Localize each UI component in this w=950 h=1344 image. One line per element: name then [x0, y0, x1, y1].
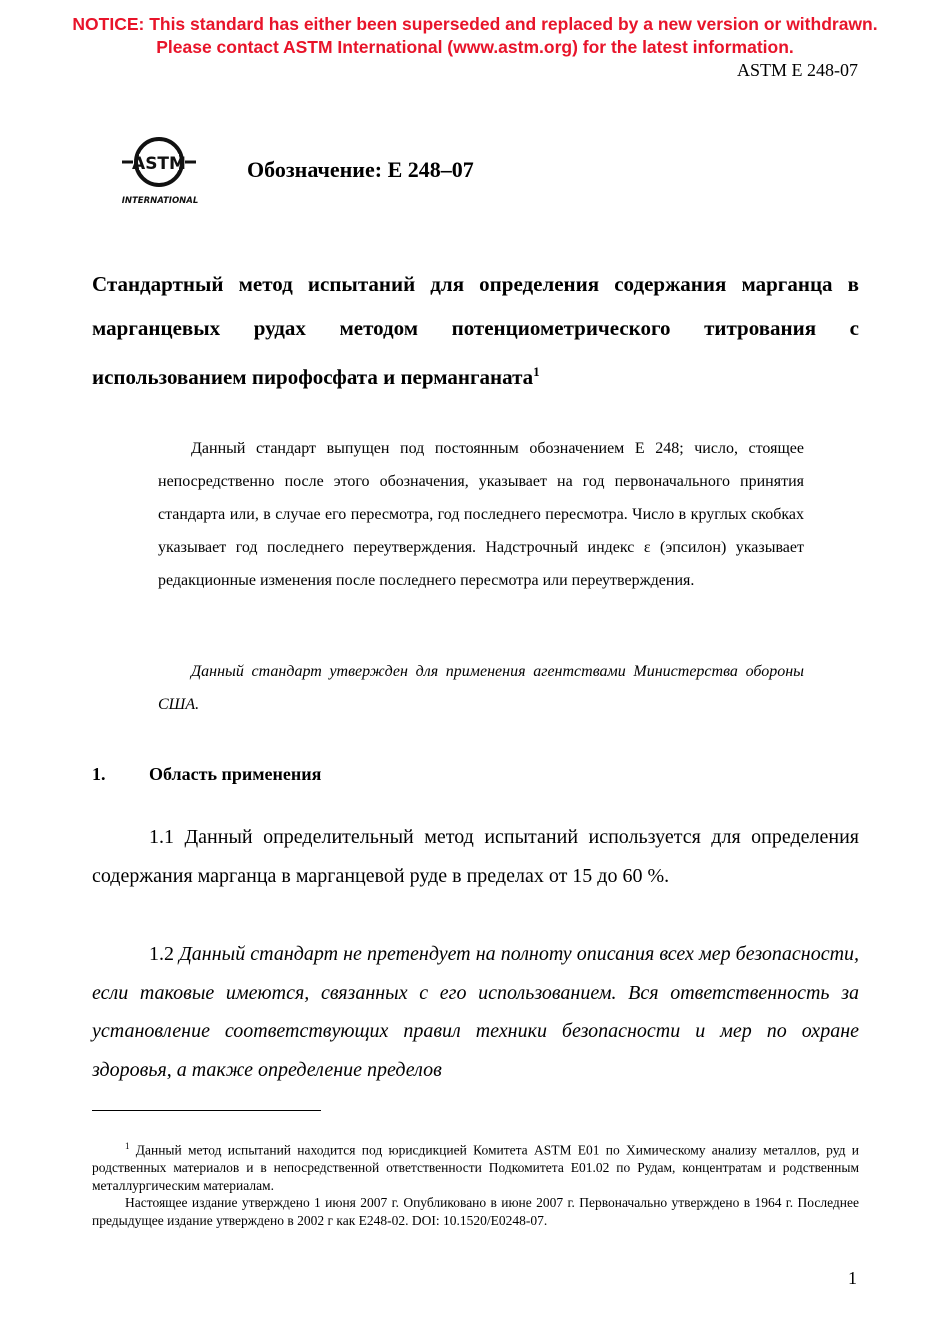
paragraph-1-2: [92, 935, 859, 1089]
designation: Обозначение: E 248–07: [247, 157, 474, 182]
notice-line-1: NOTICE: This standard has either been superseded and replaced by a new version or withdrawn.: [72, 14, 878, 34]
paragraph-1-1: [92, 818, 859, 896]
page-number: 1: [848, 1268, 857, 1288]
footnote: [92, 1138, 859, 1229]
footnote-ref: 1: [125, 1141, 130, 1151]
footnote-separator: [92, 1110, 321, 1111]
title-footnote-ref: 1: [533, 364, 540, 379]
paragraph-1-2-number: 1.2: [149, 943, 174, 965]
astm-logo: [118, 132, 204, 208]
footnote-paragraph-1: [92, 1138, 859, 1194]
svg-text:ASTM: ASTM: [132, 154, 186, 174]
dod-approval-note: Данный стандарт утвержден для применения агентствами Министерства обороны США.: [158, 663, 804, 713]
document-id: ASTM E 248-07: [737, 60, 858, 80]
notice-line-2: Please contact ASTM International (www.astm.org) for the latest information.: [156, 37, 794, 57]
title-text: Стандартный метод испытаний для определения содержания марганца в марганцевых рудах методом потенциометрического титрования с использованием пирофосфата и перманганата: [92, 272, 859, 389]
section-1-title: Область применения: [149, 764, 322, 784]
paragraph-1-1-number: 1.1: [149, 826, 174, 848]
withdrawal-notice: [0, 13, 950, 59]
paragraph-1-2-text: Данный стандарт не претендует на полноту описания всех мер безопасности, если таковые имеются, связанных с его использованием. Вся ответственность за установление соответствующих правил техники безопасности и мер по охране здоровья, а также определение пределов: [92, 943, 860, 1081]
footnote-text-1: Данный метод испытаний находится под юрисдикцией Комитета ASTM E01 по Химическому анализу металлов, руд и родственных материалов и в непосредственной ответственности Подкомитета E01.02 по Рудам, концентратам и родственным металлургическим материалам.: [92, 1142, 859, 1193]
paragraph-1-1-text: Данный определительный метод испытаний используется для определения содержания марганца в марганцевой руде в пределах от 15 до 60 %.: [92, 826, 860, 887]
section-1-heading: [92, 764, 321, 785]
section-1-number: 1.: [92, 764, 106, 784]
intro-paragraph: Данный стандарт выпущен под постоянным обозначением E 248; число, стоящее непосредственно после этого обозначения, указывает на год первоначального принятия стандарта или, в случае его пересмотра, год последнего пересмотра. Число в круглых скобках указывает год последнего переутверждения. Надстрочный индекс ε (эпсилон) указывает редакционные изменения после последнего пересмотра или переутверждения.: [158, 440, 804, 589]
footnote-paragraph-2: Настоящее издание утверждено 1 июня 2007 г. Опубликовано в июне 2007 г. Первоначально утверждено в 1964 г. Последнее предыдущее издание утверждено в 2002 г как E248-02. DOI: 10.1520/E0248-07.: [92, 1195, 859, 1228]
svg-text:INTERNATIONAL: INTERNATIONAL: [121, 196, 199, 206]
document-title: [92, 262, 859, 399]
